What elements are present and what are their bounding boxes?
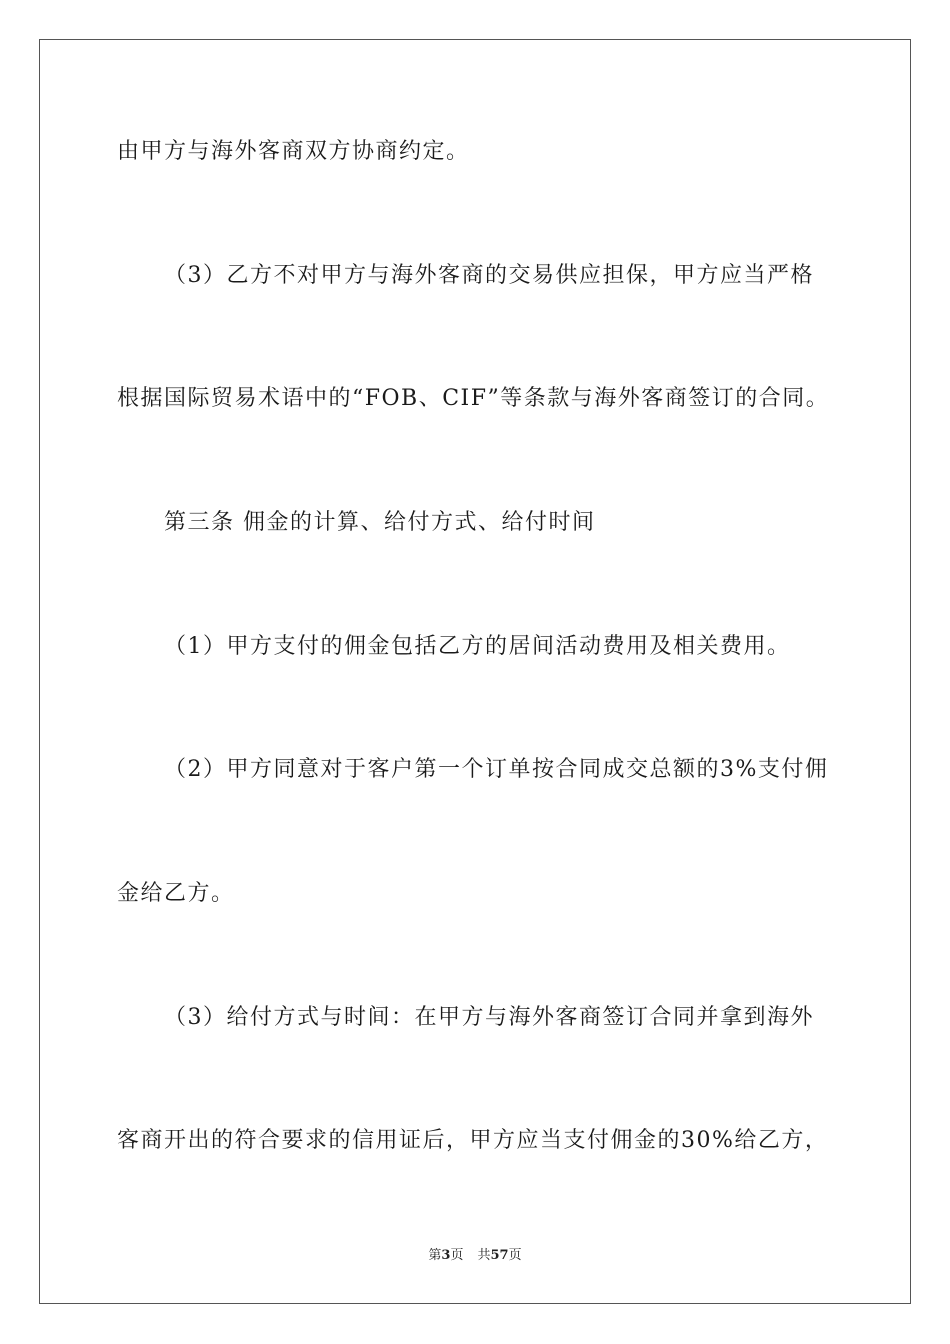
paragraph-line-2: （3）乙方不对甲方与海外客商的交易供应担保，甲方应当严格 [164,263,814,288]
paragraph-line-6: （2）甲方同意对于客户第一个订单按合同成交总额的3%支付佣 [164,757,829,782]
page-number: 3 [441,1248,451,1263]
page-border [39,39,911,1304]
paragraph-line-9: 客商开出的符合要求的信用证后，甲方应当支付佣金的30%给乙方， [117,1128,829,1153]
page-footer [0,1248,950,1264]
paragraph-line-8: （3）给付方式与时间：在甲方与海外客商签订合同并拿到海外 [164,1005,814,1030]
paragraph-line-5: （1）甲方支付的佣金包括乙方的居间活动费用及相关费用。 [164,634,791,659]
paragraph-line-3: 根据国际贸易术语中的“FOB、CIF”等条款与海外客商签订的合同。 [117,386,830,411]
paragraph-line-7: 金给乙方。 [117,881,235,906]
total-suffix: 页 [508,1248,522,1263]
total-prefix: 共 [477,1248,491,1263]
paragraph-line-1: 由甲方与海外客商双方协商约定。 [117,139,470,164]
page-prefix: 第 [428,1248,442,1263]
page-suffix: 页 [450,1248,464,1263]
total-pages: 57 [490,1248,509,1263]
section-heading: 第三条 佣金的计算、给付方式、给付时间 [164,510,596,535]
